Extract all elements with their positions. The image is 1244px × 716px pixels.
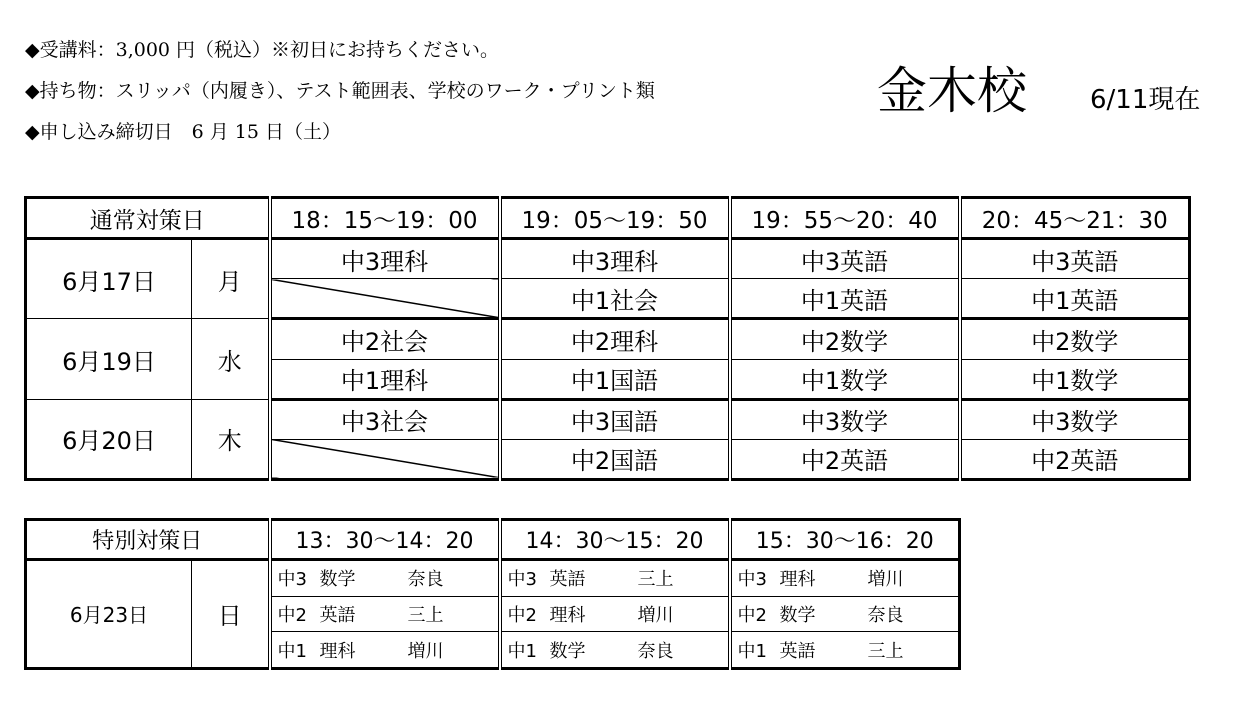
teacher-name: 奈良 xyxy=(637,640,674,662)
class-cell: 中2英語 xyxy=(960,439,1190,479)
grade-label: 中1 xyxy=(277,640,307,662)
class-slot xyxy=(500,632,730,669)
time-slot-header: 15：30～16：20 xyxy=(730,520,960,560)
grade-label: 中2 xyxy=(507,604,537,626)
class-cell: 中2英語 xyxy=(730,439,960,479)
class-cell: 中1数学 xyxy=(960,359,1190,399)
teacher-name: 増川 xyxy=(407,640,444,662)
grade-label: 中2 xyxy=(277,604,307,626)
special-header-label: 特別対策日 xyxy=(26,520,270,560)
items-note: ◆持ち物：スリッパ（内履き）、テスト範囲表、学校のワーク・プリント類 xyxy=(25,80,655,102)
day-date: 6月17日 xyxy=(26,239,192,319)
grade-label: 中1 xyxy=(737,640,767,662)
class-slot xyxy=(730,596,960,632)
time-slot-header: 19：05～19：50 xyxy=(500,198,730,239)
regular-schedule-table xyxy=(24,196,1191,481)
day-date: 6月19日 xyxy=(26,319,192,399)
subject-label: 数学 xyxy=(319,569,356,591)
time-slot-header: 20：45～21：30 xyxy=(960,198,1190,239)
empty-slot-diagonal xyxy=(270,279,500,319)
special-header-row xyxy=(26,520,960,560)
class-cell: 中2社会 xyxy=(270,319,500,359)
table-row xyxy=(26,319,1190,359)
class-cell: 中2数学 xyxy=(960,319,1190,359)
grade-label: 中3 xyxy=(277,569,307,591)
class-slot xyxy=(500,596,730,632)
time-slot-header: 18：15～19：00 xyxy=(270,198,500,239)
teacher-name: 増川 xyxy=(637,604,674,626)
class-cell: 中3理科 xyxy=(500,239,730,279)
time-slot-header: 19：55～20：40 xyxy=(730,198,960,239)
table-row xyxy=(26,239,1190,279)
class-slot xyxy=(270,596,500,632)
class-cell: 中3理科 xyxy=(270,239,500,279)
class-cell: 中1国語 xyxy=(500,359,730,399)
subject-label: 理科 xyxy=(779,569,816,591)
as-of-date: 6/11現在 xyxy=(1090,85,1201,115)
teacher-name: 増川 xyxy=(867,569,904,591)
teacher-name: 三上 xyxy=(867,640,904,662)
subject-label: 理科 xyxy=(549,604,586,626)
day-of-week: 水 xyxy=(192,319,270,399)
deadline-note: ◆申し込み締切日 6 月 15 日（土） xyxy=(25,121,341,143)
special-schedule-table xyxy=(24,518,961,670)
school-title: 金木校 xyxy=(877,62,1027,120)
class-cell: 中3英語 xyxy=(730,239,960,279)
teacher-name: 三上 xyxy=(637,569,674,591)
teacher-name: 三上 xyxy=(407,604,444,626)
class-slot xyxy=(730,559,960,596)
empty-slot-diagonal xyxy=(270,439,500,479)
class-slot xyxy=(270,632,500,669)
grade-label: 中2 xyxy=(737,604,767,626)
subject-label: 数学 xyxy=(779,604,816,626)
subject-label: 英語 xyxy=(549,569,586,591)
table-row xyxy=(26,399,1190,439)
class-cell: 中3社会 xyxy=(270,399,500,439)
class-cell: 中1社会 xyxy=(500,279,730,319)
day-of-week: 日 xyxy=(192,559,270,668)
grade-label: 中1 xyxy=(507,640,537,662)
regular-header-label: 通常対策日 xyxy=(26,198,270,239)
class-cell: 中3英語 xyxy=(960,239,1190,279)
class-cell: 中1英語 xyxy=(730,279,960,319)
class-cell: 中3数学 xyxy=(730,399,960,439)
grade-label: 中3 xyxy=(737,569,767,591)
class-cell: 中1英語 xyxy=(960,279,1190,319)
class-cell: 中2数学 xyxy=(730,319,960,359)
time-slot-header: 14：30～15：20 xyxy=(500,520,730,560)
subject-label: 数学 xyxy=(549,640,586,662)
class-slot xyxy=(500,559,730,596)
regular-header-row xyxy=(26,198,1190,239)
class-cell: 中1理科 xyxy=(270,359,500,399)
fee-note: ◆受講料：3,000 円（税込）※初日にお持ちください。 xyxy=(25,39,500,61)
class-cell: 中3数学 xyxy=(960,399,1190,439)
time-slot-header: 13：30～14：20 xyxy=(270,520,500,560)
day-of-week: 月 xyxy=(192,239,270,319)
subject-label: 英語 xyxy=(319,604,356,626)
class-cell: 中3国語 xyxy=(500,399,730,439)
table-row xyxy=(26,559,960,596)
teacher-name: 奈良 xyxy=(867,604,904,626)
subject-label: 理科 xyxy=(319,640,356,662)
class-slot xyxy=(270,559,500,596)
day-date: 6月20日 xyxy=(26,399,192,479)
grade-label: 中3 xyxy=(507,569,537,591)
subject-label: 英語 xyxy=(779,640,816,662)
day-of-week: 木 xyxy=(192,399,270,479)
class-slot xyxy=(730,632,960,669)
class-cell: 中2国語 xyxy=(500,439,730,479)
class-cell: 中1数学 xyxy=(730,359,960,399)
day-date: 6月23日 xyxy=(26,559,192,668)
teacher-name: 奈良 xyxy=(407,569,444,591)
class-cell: 中2理科 xyxy=(500,319,730,359)
